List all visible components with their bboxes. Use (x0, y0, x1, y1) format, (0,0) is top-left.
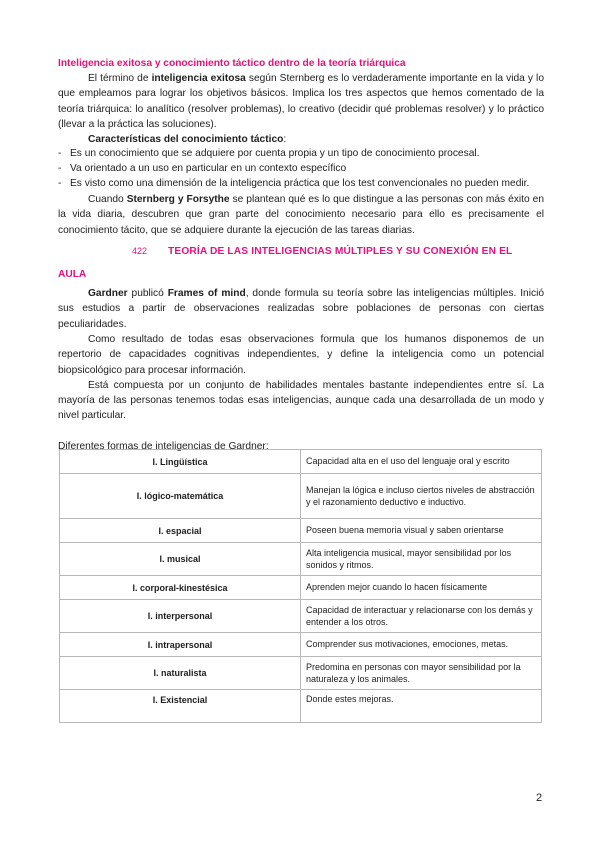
table-row (60, 633, 542, 657)
table-caption: Diferentes formas de inteligencias de Gardner: (58, 440, 269, 452)
table-row (60, 543, 542, 576)
intelligence-name: I. corporal-kinestésica (60, 576, 301, 600)
table-row (60, 519, 542, 543)
paragraph-gardner (58, 286, 544, 332)
bold-term: inteligencia exitosa (151, 73, 246, 84)
intelligences-table (59, 449, 542, 723)
text: Cuando (88, 194, 127, 206)
intelligence-name: I. lógico-matemática (60, 474, 301, 519)
subheading-tacit-knowledge (88, 132, 544, 147)
text: se plantean qué es lo que distingue a las personas con más éxito en la vida diaria, descubren que gran parte del conocimiento necesario para ello es precisamente el conocimiento tácito, que se adquiere durante la ejecución de las tareas diarias. (58, 194, 545, 236)
paragraph-successful-intelligence (58, 71, 544, 132)
table-row (60, 690, 542, 723)
intelligence-name: I. musical (60, 543, 301, 576)
paragraph-mental-abilities: Está compuesta por un conjunto de habilidades mentales bastante independientes entre sí. La mayoría de las personas tenemos todas esas inteligencias, aunque cada una desarrollada de un modo y nivel particular. (58, 379, 544, 422)
table-row (60, 600, 542, 633)
intelligence-name: I. intrapersonal (60, 633, 301, 657)
document-page (58, 56, 544, 454)
intelligence-name: I. interpersonal (60, 600, 301, 633)
table-row (60, 450, 542, 474)
intelligence-description: Capacidad de interactuar y relacionarse con los demás y entender a los otros. (301, 600, 542, 633)
intelligence-description: Comprender sus motivaciones, emociones, metas. (301, 633, 542, 657)
section-title: TEORÍA DE LAS INTELIGENCIAS MÚLTIPLES Y SU CONEXIÓN EN EL (168, 246, 513, 258)
intelligence-name: I. espacial (60, 519, 301, 543)
text: El término de (88, 73, 152, 84)
intelligence-name: I. Lingüística (60, 450, 301, 474)
section-title-continuation: AULA (58, 269, 87, 281)
list-item: - Va orientado a un uso en particular en un contexto específico (58, 162, 544, 176)
intelligence-description: Manejan la lógica e incluso ciertos niveles de abstracción y el razonamiento deductivo e inductivo. (301, 474, 542, 519)
intelligence-name: I. naturalista (60, 657, 301, 690)
bold-term: Frames of mind (167, 288, 246, 300)
section-number: 422 (132, 246, 148, 257)
paragraph-sternberg-forsythe (58, 192, 544, 238)
table-row (60, 657, 542, 690)
list-item: - Es visto como una dimensión de la inteligencia práctica que los test convencionales no pueden medir. (58, 177, 544, 191)
intelligence-description: Poseen buena memoria visual y saben orientarse (301, 519, 542, 543)
text: , donde formula su teoría sobre las inteligencias múltiples. Inició sus estudios a partir de observaciones realizadas sobre poblaciones de personas con ciertas peculiaridades. (58, 288, 545, 330)
bold-term: Sternberg y Forsythe (126, 194, 230, 206)
bullet-list (58, 147, 544, 191)
subheading-text: Características del conocimiento táctico (88, 134, 284, 146)
intelligence-description: Aprenden mejor cuando lo hacen físicamente (301, 576, 542, 600)
intelligence-description: Donde estes mejoras. (301, 690, 542, 723)
intelligence-description: Alta inteligencia musical, mayor sensibilidad por los sonidos y ritmos. (301, 543, 542, 576)
text: según Sternberg es lo verdaderamente importante en la vida y lo que empleamos para lograr los objetivos básicos. Implica los tres aspectos que hemos comentado de la teoría triárquica: lo analítico (resolver problemas), lo creativo (decidir qué problemas resolver) y lo práctico (llevar a la práctica las soluciones). (58, 73, 544, 130)
section-heading-multiple-intelligences (58, 246, 544, 257)
table-row (60, 576, 542, 600)
paragraph-observations: Como resultado de todas esas observaciones formula que los humanos disponemos de un repertorio de capacidades cognitivas independientes, y define la inteligencia como un potencial biopsicológico para procesar información. (58, 333, 544, 376)
intelligence-description: Capacidad alta en el uso del lenguaje oral y escrito (301, 450, 542, 474)
table-row (60, 474, 542, 519)
subheading-colon: : (283, 134, 287, 146)
text: publicó (127, 288, 168, 300)
intelligence-description: Predomina en personas con mayor sensibilidad por la naturaleza y los animales. (301, 657, 542, 690)
page-number: 2 (536, 792, 543, 804)
section-heading-successful-intelligence: Inteligencia exitosa y conocimiento táctico dentro de la teoría triárquica (58, 58, 406, 69)
intelligence-name: I. Existencial (60, 690, 301, 723)
list-item: - Es un conocimiento que se adquiere por cuenta propia y un tipo de conocimiento procesal. (58, 147, 544, 161)
bold-term: Gardner (88, 288, 128, 300)
